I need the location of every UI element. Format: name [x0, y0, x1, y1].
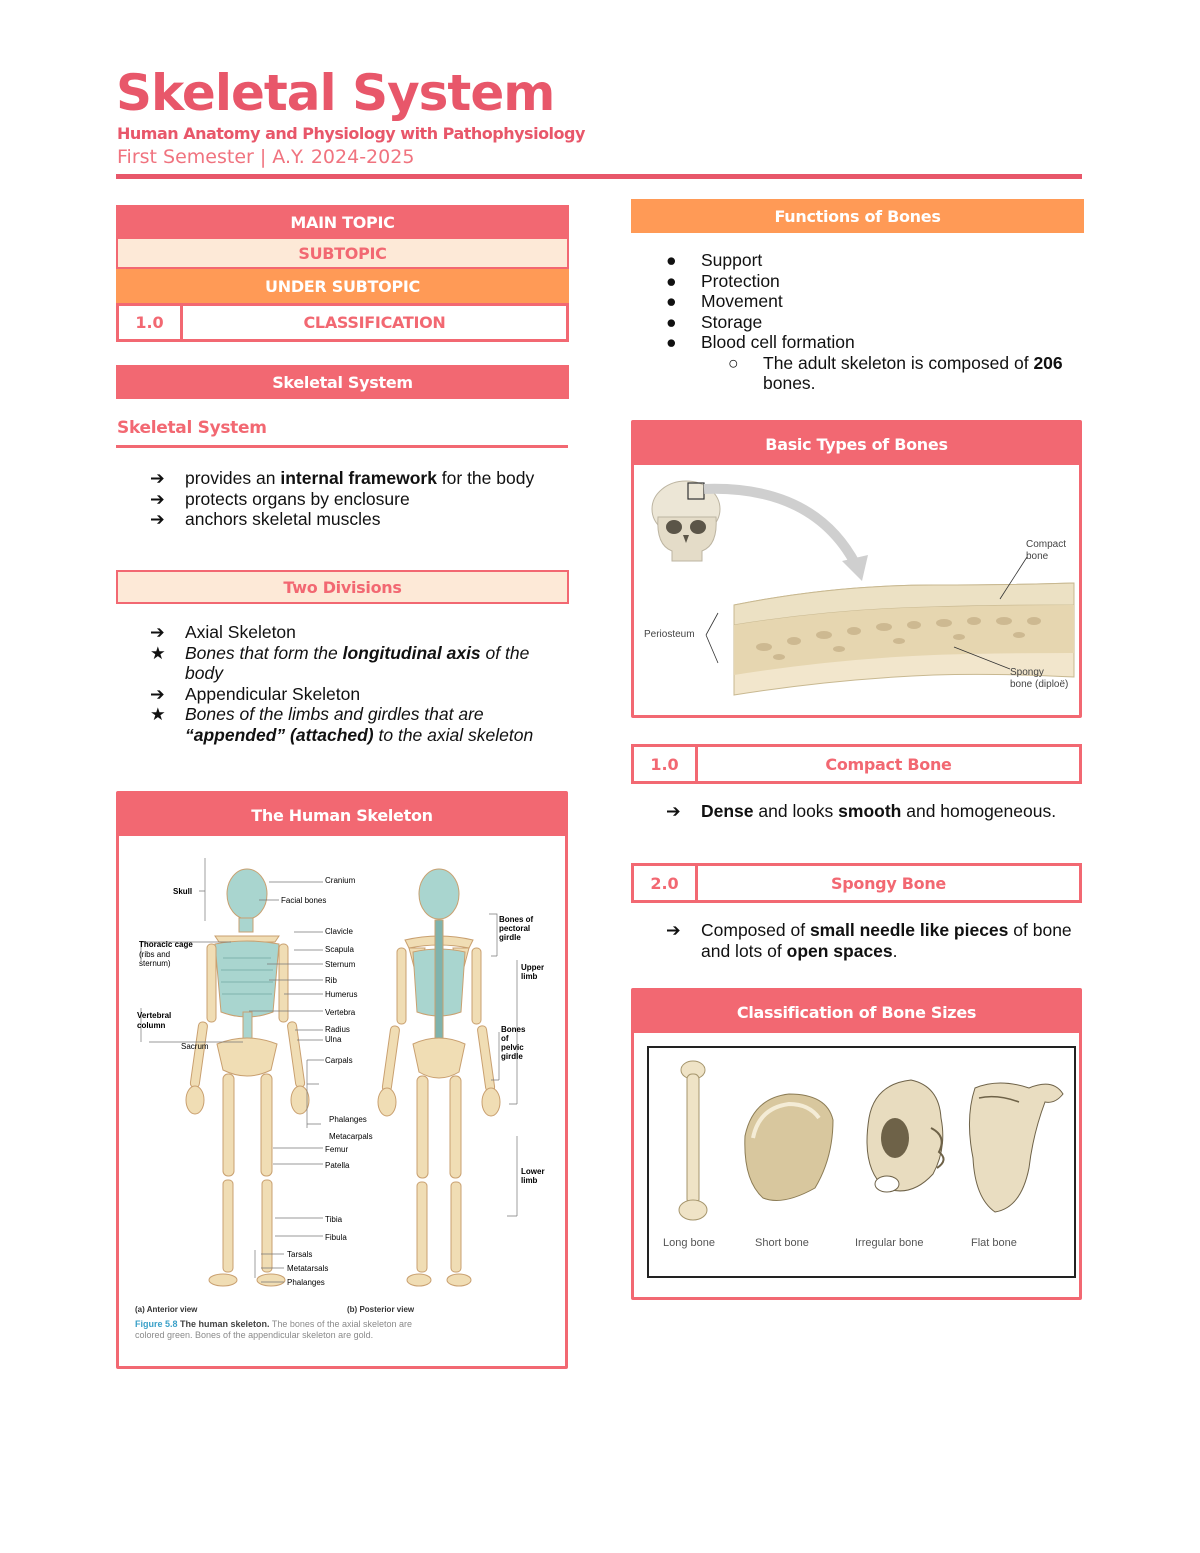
fig-label: Phalanges: [329, 1115, 367, 1124]
basic-types-panel: [631, 420, 1082, 718]
page-subtitle: Human Anatomy and Physiology with Pathophysiology: [117, 124, 585, 143]
compact-spongy-figure: [634, 465, 1079, 715]
arrow-icon: ➔: [150, 683, 165, 704]
bone-sizes-figure-frame: [647, 1046, 1076, 1278]
arrow-icon: ➔: [150, 468, 165, 488]
bone-size-label: Irregular bone: [855, 1237, 924, 1249]
fig-label: Sacrum: [181, 1042, 209, 1051]
legend-classification-number: 1.0: [119, 306, 183, 339]
legend-under-subtopic: UNDER SUBTOPIC: [116, 269, 569, 303]
arrow-icon: ➔: [666, 920, 681, 940]
list-item: ● Movement: [666, 291, 783, 311]
flat-bone-icon: [969, 1083, 1063, 1212]
list-item: ★ Bones that form the longitudinal axis of the body: [150, 642, 530, 683]
skeletal-system-heading: Skeletal System: [117, 418, 267, 438]
fig-label: Compact: [1026, 539, 1067, 550]
fig-label: Skull: [173, 887, 193, 896]
compact-bone-row: [631, 744, 1082, 784]
fig-label: Radius: [325, 1025, 350, 1034]
fig-label: Lower: [521, 1167, 545, 1176]
legend-subtopic: SUBTOPIC: [116, 237, 569, 269]
fig-label: (ribs and: [139, 950, 171, 959]
list-item: ★ Bones of the limbs and girdles that are “appended” (attached) to the axial skeleton: [150, 704, 534, 745]
bone-sizes-panel: [631, 988, 1082, 1300]
list-item: ➔ anchors skeletal muscles: [150, 509, 381, 529]
fig-label: Fibula: [325, 1233, 347, 1242]
list-item: ➔ protects organs by enclosure: [150, 488, 410, 509]
fig-label: Ulna: [325, 1035, 342, 1044]
compact-bone-list: [666, 801, 1084, 822]
fig-label: column: [137, 1021, 166, 1030]
arrow-icon: ➔: [150, 622, 165, 642]
fig-label: Sternum: [325, 960, 356, 969]
legend-classification-label: CLASSIFICATION: [303, 313, 446, 332]
fig-label: Metacarpals: [329, 1132, 373, 1141]
legend-main-topic: MAIN TOPIC: [116, 205, 569, 239]
fig-label: Scapula: [325, 945, 354, 954]
figure-caption: Figure 5.8 The human skeleton. The bones of the axial skeleton are colored green. Bones of the appendicular skeleton are gold.: [135, 1319, 412, 1340]
bullet-icon: ●: [666, 332, 677, 352]
irregular-bone-icon: [867, 1080, 944, 1192]
fig-label: Phalanges: [287, 1278, 325, 1287]
page-title: Skeletal System: [116, 64, 555, 122]
fig-label: Vertebral: [137, 1011, 172, 1020]
term-line: First Semester | A.Y. 2024-2025: [117, 146, 415, 168]
compact-bone-number: 1.0: [634, 747, 698, 781]
fig-label: Upper: [521, 963, 545, 972]
fig-label: girdle: [499, 933, 521, 942]
fig-label: girdle: [501, 1052, 523, 1061]
bone-sizes-figure: [649, 1048, 1074, 1276]
fig-label: limb: [521, 972, 538, 981]
posterior-skeleton: [378, 869, 500, 1286]
functions-banner: Functions of Bones: [631, 199, 1084, 233]
fig-label: Femur: [325, 1145, 349, 1154]
spongy-bone-list: [666, 920, 1086, 961]
bullet-icon: ●: [666, 291, 677, 311]
fig-label: Clavicle: [325, 927, 354, 936]
list-item: ○ The adult skeleton is composed of 206 bones.: [728, 352, 1063, 393]
fig-label: Metatarsals: [287, 1264, 329, 1273]
skeletal-system-rule: [116, 445, 568, 448]
legend-classification-row: [116, 303, 569, 342]
fig-label: limb: [521, 1176, 538, 1185]
fig-label: Vertebra: [325, 1008, 356, 1017]
star-icon: ★: [150, 704, 166, 724]
fig-label: of: [501, 1034, 509, 1043]
fig-label: bone: [1026, 551, 1049, 562]
fig-label: Rib: [325, 976, 338, 985]
list-item: ● Support: [666, 250, 763, 270]
fig-label: (b) Posterior view: [347, 1305, 415, 1314]
circle-bullet-icon: ○: [728, 352, 739, 373]
arrow-icon: ➔: [150, 488, 165, 509]
list-item: ➔ Composed of small needle like pieces of bone and lots of open spaces.: [666, 920, 1072, 961]
fig-label: pectoral: [499, 924, 531, 933]
long-bone-icon: [679, 1061, 707, 1220]
fig-label: Thoracic cage: [139, 940, 193, 949]
basic-types-title: Basic Types of Bones: [634, 423, 1079, 465]
human-skeleton-title: The Human Skeleton: [119, 794, 565, 836]
list-item: ➔ provides an internal framework for the body: [150, 468, 535, 488]
fig-label: Patella: [325, 1161, 350, 1170]
two-divisions-banner: Two Divisions: [116, 570, 569, 604]
list-item: ● Blood cell formation: [666, 332, 855, 352]
list-item: ● Storage: [666, 311, 763, 332]
fig-label: Tibia: [325, 1215, 343, 1224]
list-item: ➔ Axial Skeleton: [150, 622, 296, 642]
fig-label: Bones: [501, 1025, 526, 1034]
fig-label: Carpals: [325, 1056, 353, 1065]
bullet-icon: ●: [666, 270, 677, 291]
divisions-list: [150, 622, 560, 745]
functions-list: [666, 250, 1084, 394]
arrow-icon: ➔: [150, 509, 165, 529]
fig-label: Periosteum: [644, 629, 695, 640]
bullet-icon: ●: [666, 311, 677, 332]
spongy-bone-title: Spongy Bone: [831, 873, 946, 893]
compact-bone-title: Compact Bone: [825, 754, 952, 774]
fig-label: Humerus: [325, 990, 358, 999]
fig-label: bone (diploë): [1010, 679, 1069, 690]
fig-label: Bones of: [499, 915, 534, 924]
human-skeleton-panel: [116, 791, 568, 1369]
spongy-bone-row: [631, 863, 1082, 903]
skeletal-system-list: [150, 468, 560, 530]
bone-size-label: Flat bone: [971, 1237, 1017, 1249]
star-icon: ★: [150, 642, 166, 663]
list-item: ➔ Appendicular Skeleton: [150, 683, 361, 704]
fig-label: Spongy: [1010, 667, 1044, 678]
arrow-icon: ➔: [666, 801, 681, 821]
fig-label: Tarsals: [287, 1250, 313, 1259]
skeletal-system-banner: Skeletal System: [116, 365, 569, 399]
bone-size-label: Long bone: [663, 1237, 715, 1249]
list-item: ➔ Dense and looks smooth and homogeneous.: [666, 801, 1057, 821]
anterior-skeleton: [186, 869, 309, 1286]
fig-label: Facial bones: [281, 896, 327, 905]
fig-label: sternum): [139, 959, 171, 968]
spongy-bone-number: 2.0: [634, 866, 698, 900]
fig-label: pelvic: [501, 1043, 524, 1052]
fig-label: Cranium: [325, 876, 356, 885]
short-bone-icon: [745, 1094, 833, 1200]
human-skeleton-figure: [119, 836, 565, 1366]
fig-label: (a) Anterior view: [135, 1305, 198, 1314]
bone-sizes-title: Classification of Bone Sizes: [634, 991, 1079, 1033]
header-divider: [116, 174, 1082, 179]
bullet-icon: ●: [666, 250, 677, 270]
bone-size-label: Short bone: [755, 1237, 809, 1249]
list-item: ● Protection: [666, 270, 780, 291]
